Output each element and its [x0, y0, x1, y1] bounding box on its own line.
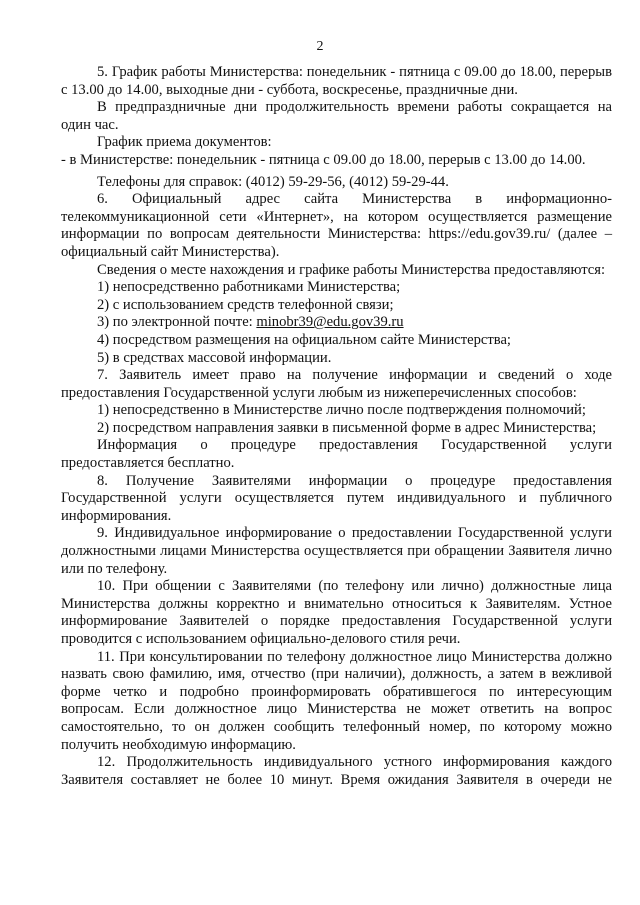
page-number: 2: [316, 39, 324, 54]
paragraph-10: 10. При общении с Заявителями (по телефону или лично) должностные лица Министерства должны корректно и внимательно относиться к Заявителям. Устное информирование Заявителей о порядке предоставления Государственной услуги проводится с использованием официально-делового стиля речи.: [61, 578, 612, 647]
list-item-3-label: 3) по электронной почте:: [97, 314, 257, 331]
paragraph-7: 7. Заявитель имеет право на получение информации и сведений о ходе предоставления Государственной услуги любым из нижеперечисленных способов:: [61, 367, 612, 401]
paragraph-5-schedule-title: График приема документов:: [97, 134, 272, 151]
list-item-4: 4) посредством размещения на официальном сайте Министерства;: [97, 331, 511, 348]
paragraph-12: 12. Продолжительность индивидуального устного информирования каждого Заявителя составляет не более 10 минут. Время ожидания Заявителя в очереди не: [61, 754, 612, 788]
list-item-2: 2) с использованием средств телефонной связи;: [97, 296, 394, 313]
paragraph-7-note: Информация о процедуре предоставления Государственной услуги предоставляется бесплатно.: [61, 437, 612, 472]
paragraph-6: 6. Официальный адрес сайта Министерства в информационно-телекоммуникационной сети «Интернет», на котором осуществляется размещение информации по вопросам деятельности Министерства: https://edu.gov39.ru/ (далее – официальный сайт Министерства).: [61, 191, 612, 260]
paragraph-5-phones: Телефоны для справок: (4012) 59-29-56, (4012) 59-29-44.: [97, 173, 449, 190]
paragraph-7-item-2: 2) посредством направления заявки в письменной форме в адрес Министерства;: [97, 419, 597, 436]
paragraph-5-schedule: - в Министерстве: понедельник - пятница с 09.00 до 18.00, перерыв с 13.00 до 14.00.: [61, 151, 586, 168]
paragraph-6-info: Сведения о месте нахождения и графике работы Министерства предоставляются:: [97, 261, 606, 278]
paragraph-9: 9. Индивидуальное информирование о предоставлении Государственной услуги должностными лицами Министерства осуществляется при обращении Заявителя лично или по телефону.: [61, 525, 612, 577]
list-item-3: [61, 314, 612, 332]
list-item-5: 5) в средствах массовой информации.: [97, 349, 332, 366]
document-body: [61, 64, 612, 789]
paragraph-11: 11. При консультировании по телефону должностное лицо Министерства должно назвать свою фамилию, имя, отчество (при наличии), должность, а затем в вежливой форме четко и подробно проинформировать обратившегося по интересующим вопросам. Если должностное лицо Министерства не может ответить на вопрос самостоятельно, то он должен сообщить телефонный номер, по которому можно получить необходимую информацию.: [61, 648, 612, 753]
paragraph-8: 8. Получение Заявителями информации о процедуре предоставления Государственной услуги осуществляется путем индивидуального и публичного информирования.: [61, 472, 612, 524]
email-link[interactable]: minobr39@edu.gov39.ru: [256, 314, 404, 331]
paragraph-5-holiday: В предпраздничные дни продолжительность времени работы сокращается на один час.: [61, 99, 612, 133]
paragraph-5: 5. График работы Министерства: понедельник - пятница с 09.00 до 18.00, перерыв с 13.00 до 14.00, выходные дни - суббота, воскресенье, праздничные дни.: [61, 64, 612, 98]
paragraph-7-item-1: 1) непосредственно в Министерстве лично после подтверждения полномочий;: [97, 402, 586, 419]
list-item-1: 1) непосредственно работниками Министерства;: [97, 279, 401, 296]
